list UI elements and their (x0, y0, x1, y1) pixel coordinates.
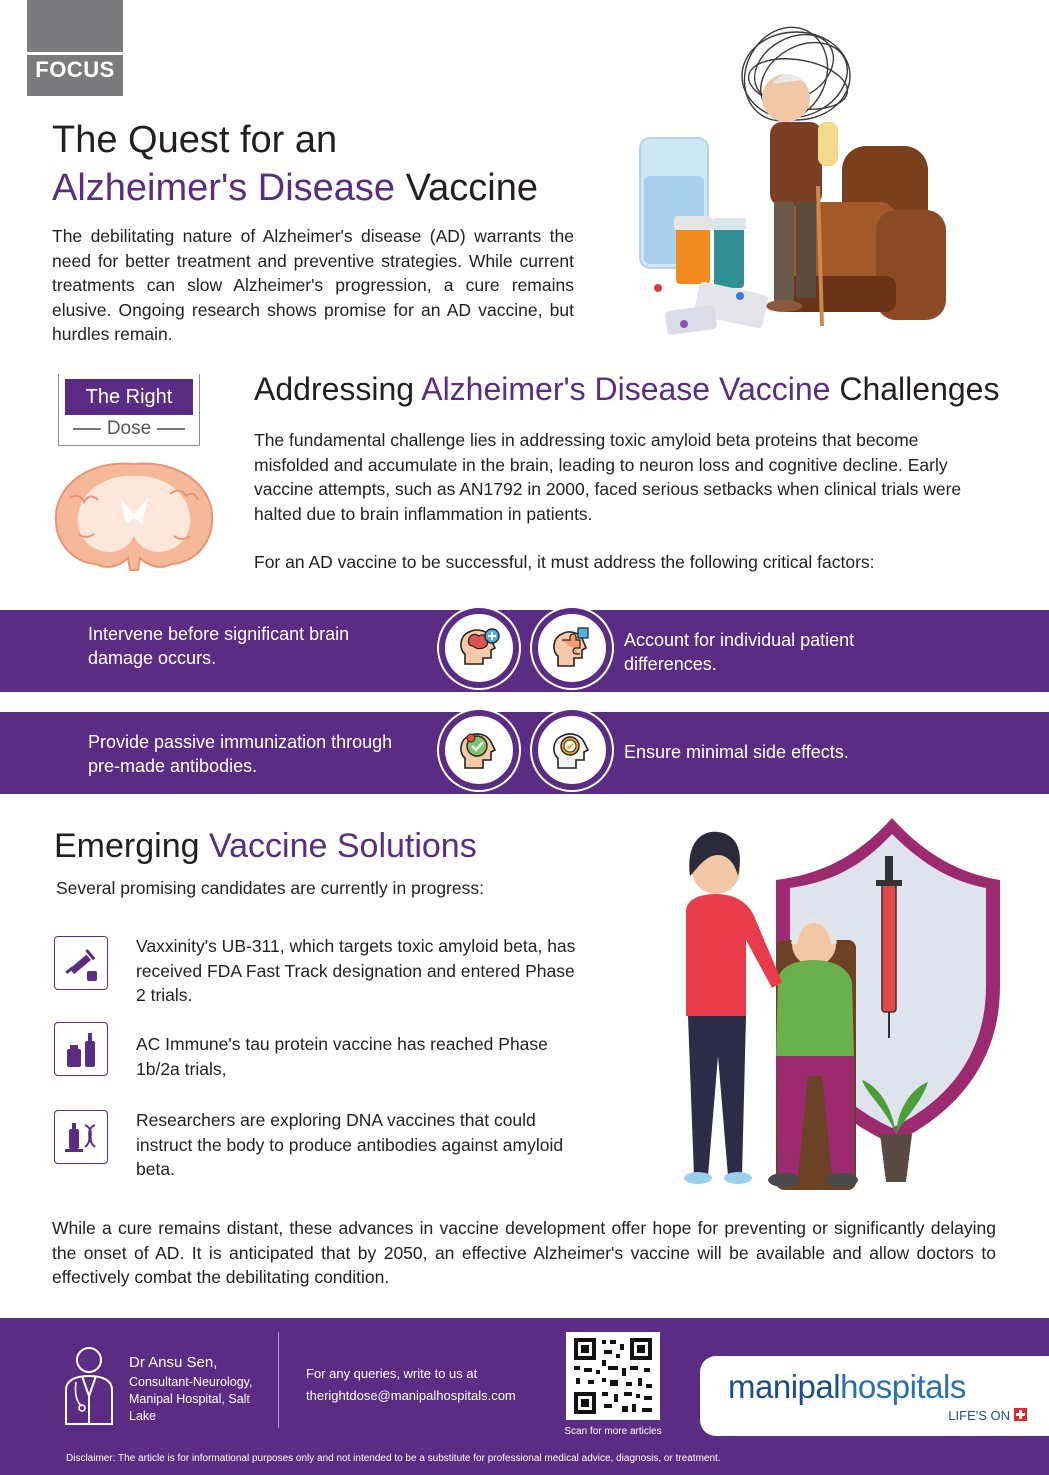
brand-tagline: LIFE'S ON (948, 1408, 1010, 1423)
brain-cross-section-illustration (50, 458, 218, 574)
brand-logo-box (700, 1356, 1049, 1436)
challenges-title-end: Challenges (830, 371, 1000, 407)
factors-intro: For an AD vaccine to be successful, it must address the following critical factors: (254, 552, 875, 572)
doctor-avatar-icon (64, 1346, 114, 1426)
solutions-title-highlight: Vaccine Solutions (208, 827, 477, 865)
pill-blister-packs (654, 281, 769, 335)
dna-vaccine-icon (63, 1119, 101, 1157)
caregiver-woman (684, 832, 782, 1184)
solution-item-3: Researchers are exploring DNA vaccines that could instruct the body to produce antibodies against amyloid beta. (136, 1110, 564, 1179)
syringe-icon (63, 945, 101, 983)
factors-band-2 (0, 712, 1049, 794)
elderly-man-illustration (636, 26, 966, 342)
contact-email[interactable]: therightdose@manipalhospitals.com (306, 1388, 516, 1403)
factor-icon-circle-4 (532, 710, 612, 790)
vial-icon (63, 1031, 101, 1069)
solution-item-2: AC Immune's tau protein vaccine has reached Phase 1b/2a trials, (136, 1034, 548, 1079)
doctor-role: Consultant-Neurology, Manipal Hospital, Salt Lake (129, 1375, 253, 1423)
solution-icon-box-1 (54, 936, 108, 990)
intro-paragraph: The debilitating nature of Alzheimer's disease (AD) warrants the need for better treatment and preventive strategies. While current treatments can slow Alzheimer's progression, a cure remains elusive. Ongoing research shows promise for an AD vaccine, but hurdles remain. (52, 226, 574, 344)
badge-top-label: The Right (65, 379, 193, 415)
focus-label: FOCUS (35, 57, 115, 82)
qr-caption: Scan for more articles (564, 1426, 662, 1437)
factor-icon-circle-3 (439, 710, 519, 790)
puzzle-head-icon (548, 624, 596, 672)
qr-code[interactable] (566, 1332, 660, 1420)
solution-icon-box-3 (54, 1110, 108, 1164)
badge-bottom-label: Dose (59, 418, 199, 440)
brand-part-2: hospitals (840, 1368, 966, 1405)
right-dose-badge (58, 374, 200, 446)
footer-divider (278, 1332, 279, 1428)
check-head-icon (455, 726, 503, 774)
red-cross-icon (1014, 1408, 1027, 1421)
doctor-name: Dr Ansu Sen, (129, 1354, 218, 1371)
title-rest: Vaccine (395, 167, 538, 209)
focus-divider (27, 52, 123, 55)
solutions-title-start: Emerging (54, 827, 209, 865)
solution-icon-box-2 (54, 1022, 108, 1076)
gear-head-icon (548, 726, 596, 774)
challenges-paragraph: The fundamental challenge lies in addressing toxic amyloid beta proteins that become misfolded and accumulate in the brain, leading to neuron loss and cognitive decline. Early vaccine attempts, such as AN1792 in 2000, faced serious setbacks when clinical trials were halted due to brain inflammation in patients. (254, 430, 962, 524)
brand-tagline-row (948, 1408, 1027, 1423)
conclusion-paragraph: While a cure remains distant, these advances in vaccine development offer hope for preventing or significantly delaying the onset of AD. It is anticipated that by 2050, an effective Alzheimer's vaccine will be available and allow doctors to effectively combat the debilitating condition. (52, 1218, 996, 1287)
brain-head-icon (455, 624, 503, 672)
footer (0, 1318, 1049, 1475)
factor-icon-circle-1 (439, 608, 519, 688)
disclaimer: Disclaimer: The article is for informational purposes only and not intended to be a substitute for professional medical advice, diagnosis, or treatment. (66, 1453, 721, 1464)
title-line-2 (52, 164, 612, 212)
brand-part-1: manipal (728, 1368, 841, 1405)
factor-item-1: Intervene before significant brain damage occurs. (88, 624, 350, 668)
challenges-title-highlight: Alzheimer's Disease Vaccine (421, 371, 831, 407)
challenges-heading (254, 368, 1044, 410)
brand-logo (728, 1368, 966, 1406)
factors-band-1 (0, 610, 1049, 692)
vaccine-care-illustration (672, 816, 1006, 1192)
factor-item-4: Ensure minimal side effects. (624, 742, 849, 762)
solution-item-1: Vaxxinity's UB-311, which targets toxic amyloid beta, has received FDA Fast Track designation and entered Phase 2 trials. (136, 936, 576, 1005)
factor-icon-circle-2 (532, 608, 612, 688)
factor-item-2: Account for individual patient differences. (624, 630, 855, 674)
focus-tag (27, 0, 123, 96)
title-line-1: The Quest for an (52, 119, 338, 161)
factor-item-3: Provide passive immunization through pre-made antibodies. (88, 732, 393, 776)
title-highlight: Alzheimer's Disease (52, 167, 396, 209)
solutions-heading (54, 824, 477, 868)
page-title (52, 116, 612, 212)
qr-code-icon (566, 1332, 660, 1420)
query-label: For any queries, write to us at (306, 1366, 478, 1381)
pill-bottles (674, 216, 746, 288)
challenges-title-start: Addressing (254, 371, 422, 407)
solutions-intro: Several promising candidates are currently in progress: (56, 878, 484, 898)
